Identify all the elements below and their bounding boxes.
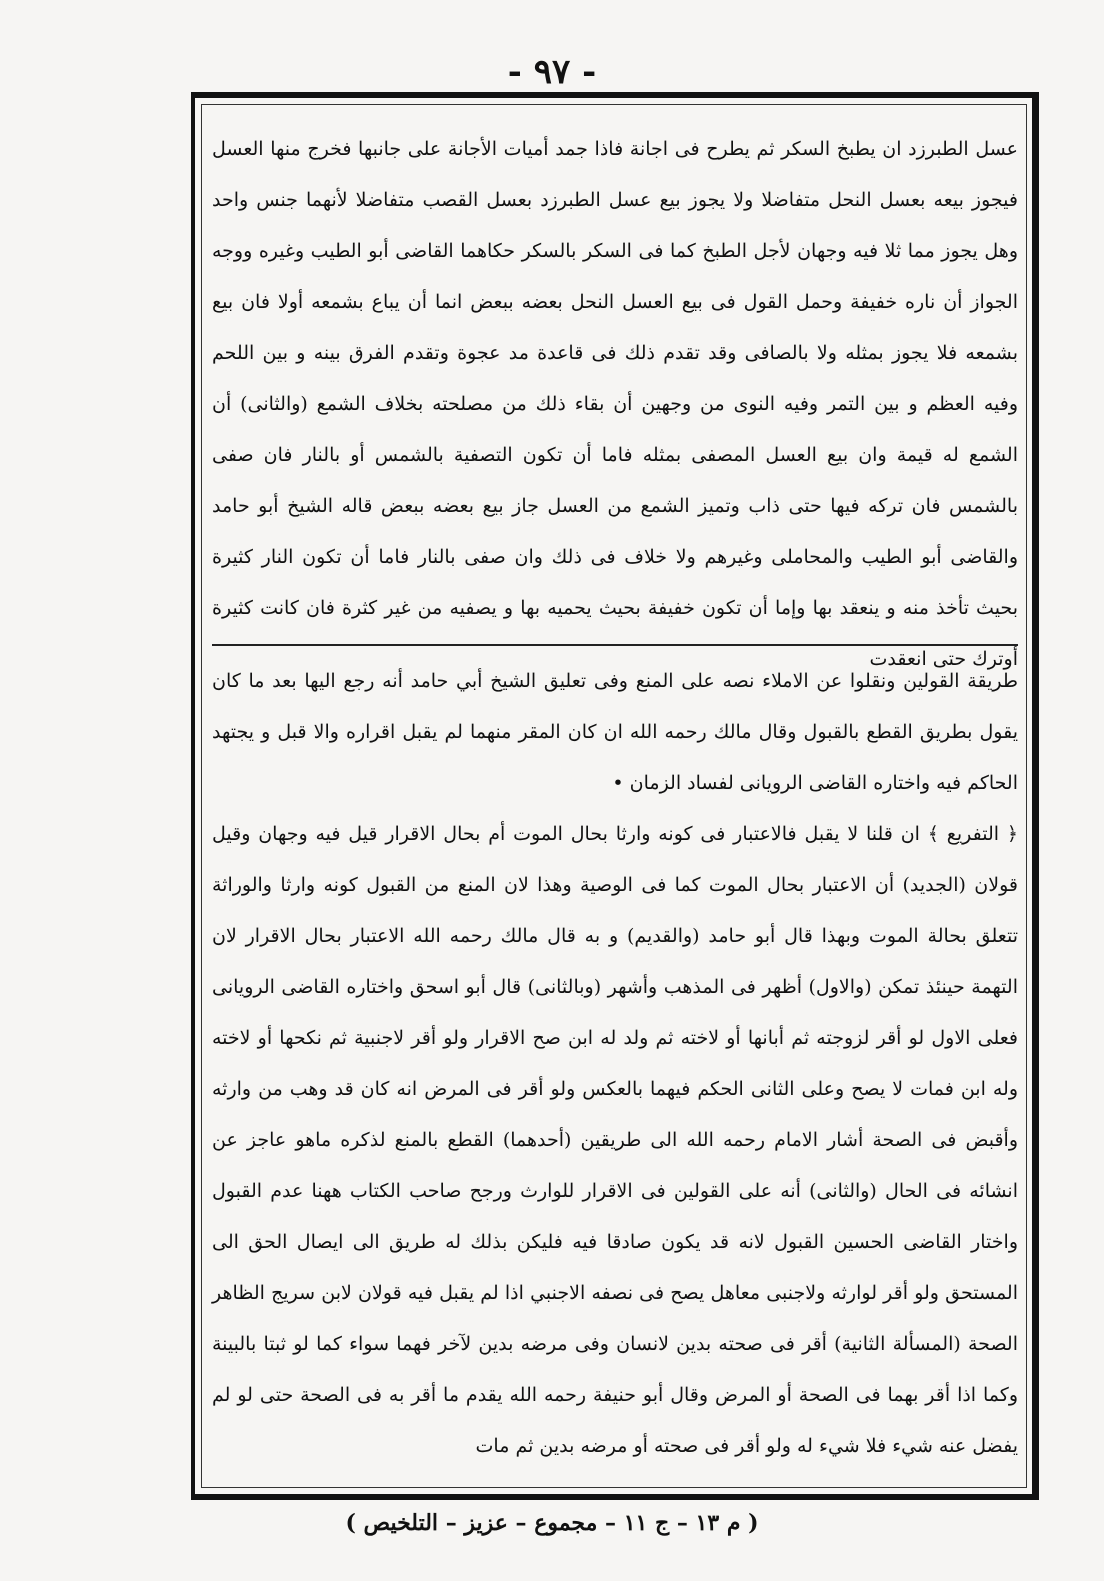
main-text-block	[212, 656, 1018, 1472]
footer-signature: ( م ١٣ – ج ١١ – مجموع – عزيز – التلخيص )	[345, 1510, 759, 1536]
page-number: - ٩٧ -	[507, 52, 597, 92]
commentary-paragraph: عسل الطبرزد ان يطبخ السكر ثم يطرح فى اجانة فاذا جمد أميات الأجانة على جانبها فخرج منها العسل فيجوز بيعه بعسل النحل متفاضلا ولا يجوز بيع عسل الطبرزد بعسل القصب متفاضلا لأنهما جنس واحد وهل يجوز مما ثلا فيه وجهان لأجل الطبخ كما فى السكر بالسكر حكاهما القاضى أبو الطيب وغيره ووجه الجواز أن ناره خفيفة وحمل القول فى بيع العسل النحل بعضه ببعض انما أن يباع بشمعه أولا فان بيع بشمعه فلا يجوز بمثله ولا بالصافى وقد تقدم ذلك فى قاعدة مد عجوة وتقدم الفرق بينه و بين اللحم وفيه العظم و بين التمر وفيه النوى من وجهين أن بقاء ذلك من مصلحته بخلاف الشمع (والثانى) أن الشمع له قيمة وان بيع العسل المصفى بمثله فاما أن تكون التصفية بالشمس أو بالنار فان صفى بالشمس فان تركه فيها حتى ذاب وتميز الشمع من العسل جاز بيع بعضه ببعض قاله الشيخ أبو حامد والقاضى أبو الطيب والمحاملى وغيرهم ولا خلاف فى ذلك وان صفى بالنار فاما أن تكون النار كثيرة بحيث تأخذ منه و ينعقد بها وإما أن تكون خفيفة بحيث يحميه بها و يصفيه من غير كثرة فان كانت كثيرة أوترك حتى انعقدت	[212, 138, 1018, 670]
main-paragraph-2: ﴿ التفريع ﴾ ان قلنا لا يقبل فالاعتبار فى كونه وارثا بحال الموت أم بحال الاقرار قيل فيه وجهان وقيل قولان (الجديد) أن الاعتبار بحال الموت كما فى الوصية وهذا لان المنع من القبول كونه وارثا والوراثة تتعلق بحالة الموت وبهذا قال أبو حامد (والقديم) و به قال مالك رحمه الله الاعتبار بحال الاقرار لان التهمة حينئذ تمكن (والاول) أظهر فى المذهب وأشهر (وبالثانى) قال أبو اسحق واختاره القاضى الرويانى فعلى الاول لو أقر لزوجته ثم أبانها أو لاخته ثم ولد له ابن صح الاقرار ولو أقر لاجنبية ثم نكحها أو لاخته وله ابن فمات لا يصح وعلى الثانى الحكم فيهما بالعكس ولو أقر فى المرض انه كان قد وهب من وارثه وأقبض فى الصحة أشار الامام رحمه الله الى طريقين (أحدهما) القطع بالمنع لذكره ماهو عاجز عن انشائه فى الحال (والثانى) أنه على القولين فى الاقرار للوارث ورجح صاحب الكتاب ههنا عدم القبول واختار القاضى الحسين القبول لانه قد يكون صادقا فيه فليكن بذلك له طريق الى ايصال الحق الى المستحق ولو أقر لوارثه ولاجنبى معاهل يصح فى نصفه الاجنبي اذا لم يقبل فيه قولان لابن سريج الظاهر الصحة (المسألة الثانية) أقر فى صحته بدين لانسان وفى مرضه بدين لآخر فهما سواء كما لو ثبتا بالبينة وكما اذا أقر بهما فى الصحة أو المرض وقال أبو حنيفة رحمه الله يقدم ما أقر به فى الصحة حتى لو لم يفضل عنه شيء فلا شيء له ولو أقر فى صحته أو مرضه بدين ثم مات	[212, 823, 1018, 1457]
commentary-text-block	[212, 124, 1018, 685]
section-divider	[212, 644, 1018, 646]
main-paragraph-1: طريقة القولين ونقلوا عن الاملاء نصه على المنع وفى تعليق الشيخ أبي حامد أنه رجع اليها بعد ما كان يقول بطريق القطع بالقبول وقال مالك رحمه الله ان كان المقر منهما لم يقبل اقراره والا قبل و يجتهد الحاكم فيه واختاره القاضى الرويانى لفساد الزمان •	[212, 670, 1018, 794]
